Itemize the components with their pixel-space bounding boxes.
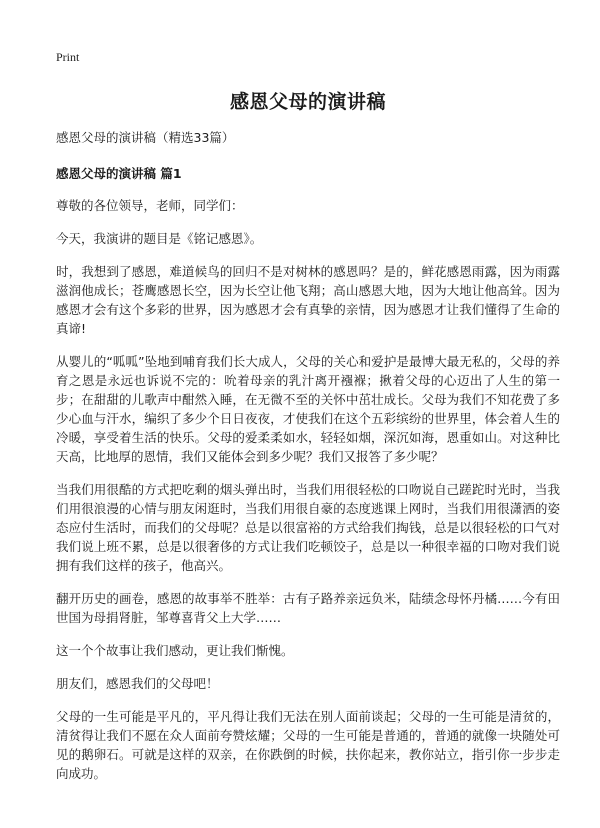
document-subtitle: 感恩父母的演讲稿（精选33篇）	[56, 130, 235, 145]
print-link[interactable]: Print	[56, 50, 80, 64]
paragraph-gratitude-nature: 时，我想到了感恩，难道候鸟的回归不是对树林的感恩吗？是的，鲜花感恩雨露，因为雨露滋润他成长；苍鹰感恩长空，因为长空让他飞翔；高山感恩大地，因为大地让他高耸。因为感恩才会有这个多彩的世界，因为感恩才会有真挚的亲情，因为感恩才让我们懂得了生命的真谛!	[56, 264, 560, 336]
paragraph-contrast: 当我们用很酷的方式把吃剩的烟头弹出时，当我们用很轻松的口吻说自己蹉跎时光时，当我们用很浪漫的心情与朋友闲逛时，当我们用很自豪的态度逃课上网时，当我们用很潇洒的姿态应付生活时，而我们的父母呢？总是以很富裕的方式给我们掏钱，总是以很轻松的口气对我们说上班不累，总是以很奢侈的方式让我们吃顿饺子，总是以一种很幸福的口吻对我们说拥有我们这样的孩子，他高兴。	[56, 482, 560, 573]
paragraph-parents-love: 从婴儿的“呱呱”坠地到哺育我们长大成人，父母的关心和爱护是最博大最无私的，父母的养育之恩是永远也诉说不完的：吮着母亲的乳汁离开襁褓；揪着父母的心迈出了人生的第一步；在甜甜的儿歌声中酣然入睡，在无微不至的关怀中茁壮成长。父母为我们不知花费了多少心血与汗水，编织了多少个日日夜夜，才使我们在这个五彩缤纷的世界里，体会着人生的冷暖，享受着生活的快乐。父母的爱柔柔如水，轻轻如烟，深沉如海，恩重如山。对这种比天高，比地厚的恩情，我们又能体会到多少呢？我们又报答了多少呢？	[56, 354, 560, 464]
paragraph-topic: 今天，我演讲的题目是《铭记感恩》。	[56, 231, 263, 246]
page-title: 感恩父母的演讲稿	[229, 91, 386, 113]
paragraph-salutation: 尊敬的各位领导，老师，同学们：	[56, 198, 244, 213]
paragraph-history: 翻开历史的画卷，感恩的故事举不胜举：古有子路养亲远负米，陆绩念母怀丹橘……今有田世国为母捐肾脏，邹尊喜背父上大学……	[56, 591, 560, 625]
paragraph-call: 朋友们，感恩我们的父母吧！	[56, 676, 219, 691]
paragraph-ordinary-life: 父母的一生可能是平凡的，平凡得让我们无法在别人面前谈起；父母的一生可能是清贫的，清贫得让我们不愿在众人面前夸赞炫耀；父母的一生可能是普通的，普通的就像一块随处可见的鹅卵石。可就是这样的双亲，在你跌倒的时候，扶你起来，教你站立，指引你一步步走向成功。	[56, 709, 560, 781]
paragraph-moved: 这一个个故事让我们感动，更让我们惭愧。	[56, 643, 294, 658]
section-heading: 感恩父母的演讲稿 篇1	[56, 166, 182, 181]
